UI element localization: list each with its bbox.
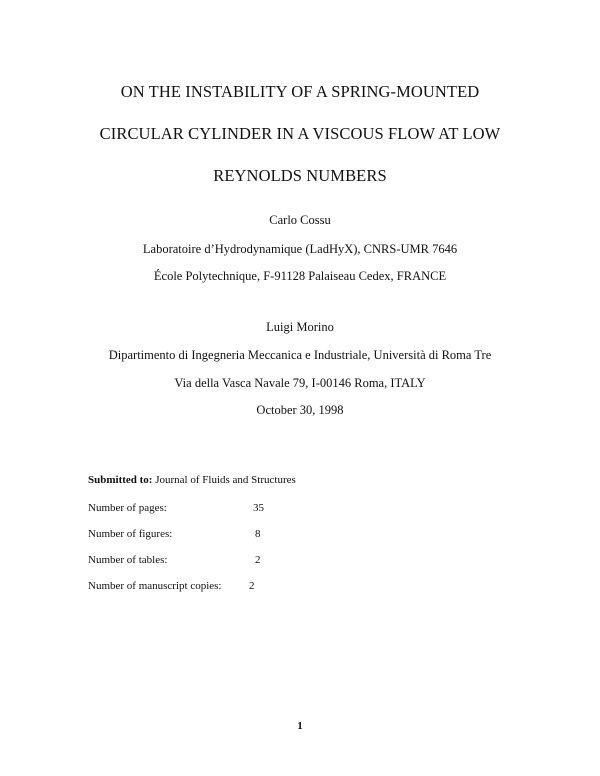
count-label: Number of pages: [88, 502, 167, 514]
page-number: 1 [297, 720, 303, 732]
title-line-3: REYNOLDS NUMBERS [213, 166, 387, 185]
submission-label: Submitted to: [88, 474, 153, 486]
count-value: 8 [255, 528, 261, 540]
author-affiliation-line: Via della Vasca Navale 79, I-00146 Roma, ITALY [174, 376, 426, 390]
author-affiliation-line: Dipartimento di Ingegneria Meccanica e Industriale, Università di Roma Tre [108, 348, 492, 362]
count-value: 2 [249, 580, 255, 592]
count-label: Number of tables: [88, 554, 168, 566]
count-value: 35 [253, 502, 264, 514]
count-value: 2 [255, 554, 261, 566]
journal-name: Journal of Fluids and Structures [155, 474, 296, 486]
count-label: Number of manuscript copies: [88, 580, 222, 592]
title-line-1: ON THE INSTABILITY OF A SPRING-MOUNTED [120, 82, 480, 101]
author-name: Luigi Morino [266, 320, 334, 334]
manuscript-date: October 30, 1998 [256, 403, 344, 417]
author-affiliation-line: Laboratoire d’Hydrodynamique (LadHyX), CNRS-UMR 7646 [142, 242, 458, 256]
count-label: Number of figures: [88, 528, 173, 540]
submission-line [88, 474, 296, 486]
title-line-2: CIRCULAR CYLINDER IN A VISCOUS FLOW AT LOW [99, 124, 501, 143]
author-affiliation-line: École Polytechnique, F-91128 Palaiseau Cedex, FRANCE [153, 269, 447, 283]
author-name: Carlo Cossu [269, 213, 331, 227]
